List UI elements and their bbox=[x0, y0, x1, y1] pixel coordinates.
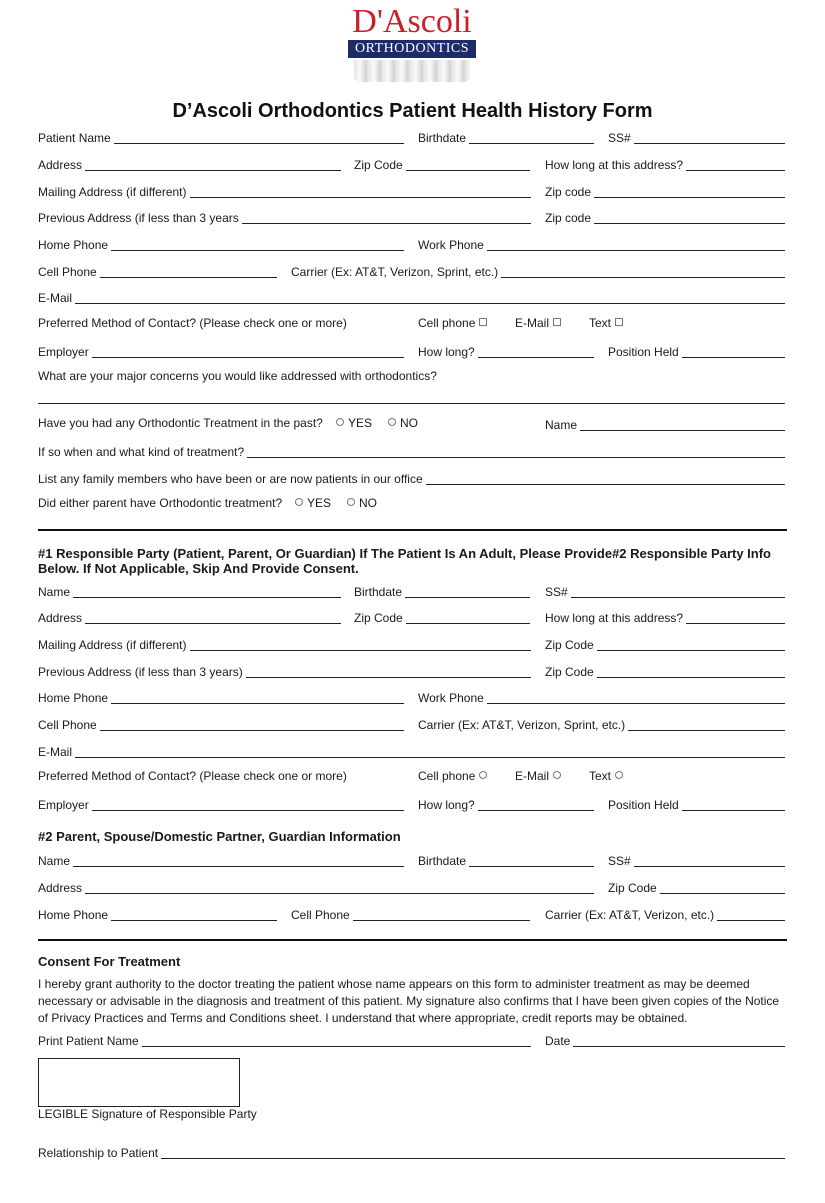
patient-name-field[interactable]: Patient Name bbox=[38, 129, 404, 145]
rp1-zip-field[interactable]: Zip Code bbox=[354, 609, 530, 625]
rp2-zip-field[interactable]: Zip Code bbox=[608, 879, 785, 895]
carrier-field[interactable]: Carrier (Ex: AT&T, Verizon, Sprint, etc.) bbox=[291, 263, 785, 279]
row-family bbox=[38, 470, 785, 488]
zip-field[interactable]: Zip Code bbox=[354, 156, 530, 172]
concerns-answer-line[interactable] bbox=[38, 403, 785, 404]
rp1-address-field[interactable]: Address bbox=[38, 609, 341, 625]
mailing-zip-field[interactable]: Zip code bbox=[545, 183, 785, 199]
rp1-previous-zip-field[interactable]: Zip Code bbox=[545, 663, 785, 679]
cell-phone-field[interactable]: Cell Phone bbox=[38, 263, 277, 279]
rp1-cell-radio[interactable] bbox=[479, 771, 487, 779]
rp1-row-name bbox=[38, 583, 785, 601]
rp1-row-contact bbox=[38, 769, 785, 787]
rp2-name-field[interactable]: Name bbox=[38, 852, 404, 868]
parent-info-heading: #2 Parent, Spouse/Domestic Partner, Guardian Information bbox=[38, 829, 401, 844]
row-previous bbox=[38, 209, 785, 227]
signature-box[interactable] bbox=[38, 1058, 240, 1107]
rp1-birthdate-field[interactable]: Birthdate bbox=[354, 583, 530, 599]
past-no-radio[interactable] bbox=[388, 418, 396, 426]
parent-treatment-question: Did either parent have Orthodontic treatment? bbox=[38, 496, 283, 510]
section-divider bbox=[38, 529, 787, 531]
practice-logo bbox=[346, 4, 478, 84]
row-parent-treatment bbox=[38, 496, 785, 514]
teeth-graphic bbox=[354, 60, 470, 82]
previous-address-field[interactable]: Previous Address (if less than 3 years bbox=[38, 209, 531, 225]
cell-checkbox[interactable] bbox=[479, 318, 487, 326]
address-field[interactable]: Address bbox=[38, 156, 341, 172]
ssn-field[interactable]: SS# bbox=[608, 129, 785, 145]
rp1-email-field[interactable]: E-Mail bbox=[38, 743, 785, 759]
rp1-row-mailing bbox=[38, 636, 785, 654]
row-past-treatment bbox=[38, 416, 785, 434]
employment-length-field[interactable]: How long? bbox=[418, 343, 594, 359]
rp2-birthdate-field[interactable]: Birthdate bbox=[418, 852, 594, 868]
family-members-field[interactable]: List any family members who have been or are now patients in our office bbox=[38, 470, 785, 486]
rp1-row-address bbox=[38, 609, 785, 627]
rp1-home-phone-field[interactable]: Home Phone bbox=[38, 689, 404, 705]
rp1-row-phones bbox=[38, 689, 785, 707]
treatment-kind-field[interactable]: If so when and what kind of treatment? bbox=[38, 443, 785, 459]
row-cell bbox=[38, 263, 785, 281]
work-phone-field[interactable]: Work Phone bbox=[418, 236, 785, 252]
row-mailing bbox=[38, 183, 785, 201]
consent-row-name bbox=[38, 1032, 785, 1050]
responsible-party-heading: #1 Responsible Party (Patient, Parent, Or Guardian) If The Patient Is An Adult, Please Provide#2 Responsible Party Info Below. If Not Applicable, Skip And Provide Consent. bbox=[38, 546, 772, 576]
home-phone-field[interactable]: Home Phone bbox=[38, 236, 404, 252]
rp1-previous-field[interactable]: Previous Address (if less than 3 years) bbox=[38, 663, 531, 679]
rp2-cell-phone-field[interactable]: Cell Phone bbox=[291, 906, 530, 922]
rp1-text-radio[interactable] bbox=[615, 771, 623, 779]
row-address bbox=[38, 156, 785, 174]
signature-label: LEGIBLE Signature of Responsible Party bbox=[38, 1107, 257, 1121]
rp1-name-field[interactable]: Name bbox=[38, 583, 341, 599]
logo-band: ORTHODONTICS bbox=[348, 40, 476, 58]
print-patient-name-field[interactable]: Print Patient Name bbox=[38, 1032, 531, 1048]
rp2-address-field[interactable]: Address bbox=[38, 879, 594, 895]
birthdate-field[interactable]: Birthdate bbox=[418, 129, 594, 145]
signature-row bbox=[38, 1107, 785, 1125]
rp1-employment-length-field[interactable]: How long? bbox=[418, 796, 594, 812]
email-checkbox[interactable] bbox=[553, 318, 561, 326]
row-concerns bbox=[38, 369, 785, 387]
logo-wordmark: D'Ascoli bbox=[352, 3, 472, 40]
rp1-mailing-field[interactable]: Mailing Address (if different) bbox=[38, 636, 531, 652]
rp1-contact-email-option[interactable]: E-Mail bbox=[515, 769, 565, 783]
relationship-field[interactable]: Relationship to Patient bbox=[38, 1144, 785, 1160]
contact-question: Preferred Method of Contact? (Please check one or more) bbox=[38, 316, 347, 330]
relationship-row bbox=[38, 1144, 785, 1162]
text-checkbox[interactable] bbox=[615, 318, 623, 326]
past-yes-option[interactable]: YES bbox=[332, 416, 372, 430]
past-yes-radio[interactable] bbox=[336, 418, 344, 426]
rp1-email-radio[interactable] bbox=[553, 771, 561, 779]
row-phones bbox=[38, 236, 785, 254]
contact-email-option[interactable]: E-Mail bbox=[515, 316, 561, 330]
past-treatment-name-field[interactable]: Name bbox=[545, 416, 785, 432]
consent-text: I hereby grant authority to the doctor treating the patient whose name appears on this form to administer treatment as may be deemed necessary or advisable in the diagnosis and treatment of this patient. My signature also confirms that I have been given copies of the Notice of Privacy Practices and Terms and Conditions sheet. I understand that where appropriate, credit reports may be obtained. bbox=[38, 977, 780, 1025]
rp1-ssn-field[interactable]: SS# bbox=[545, 583, 785, 599]
previous-zip-field[interactable]: Zip code bbox=[545, 209, 785, 225]
rp1-how-long-field[interactable]: How long at this address? bbox=[545, 609, 785, 625]
parent-no-option[interactable]: NO bbox=[343, 496, 377, 510]
rp1-row-previous bbox=[38, 663, 785, 681]
parent-yes-option[interactable]: YES bbox=[291, 496, 331, 510]
form-title: D’Ascoli Orthodontics Patient Health History Form bbox=[172, 100, 653, 122]
consent-date-field[interactable]: Date bbox=[545, 1032, 785, 1048]
parent-no-radio[interactable] bbox=[347, 498, 355, 506]
rp2-ssn-field[interactable]: SS# bbox=[608, 852, 785, 868]
rp1-contact-text-option[interactable]: Text bbox=[589, 769, 627, 783]
rp2-carrier-field[interactable]: Carrier (Ex: AT&T, Verizon, etc.) bbox=[545, 906, 785, 922]
row-employer bbox=[38, 343, 785, 361]
rp1-row-email bbox=[38, 743, 785, 761]
concerns-question: What are your major concerns you would like addressed with orthodontics? bbox=[38, 369, 437, 383]
consent-heading: Consent For Treatment bbox=[38, 954, 181, 969]
rp2-home-phone-field[interactable]: Home Phone bbox=[38, 906, 277, 922]
past-no-option[interactable]: NO bbox=[384, 416, 418, 430]
rp2-row-address bbox=[38, 879, 785, 897]
row-when bbox=[38, 443, 785, 461]
row-email bbox=[38, 289, 785, 307]
consent-divider bbox=[38, 939, 787, 941]
rp1-contact-cell-option[interactable]: Cell phone bbox=[418, 769, 491, 783]
row-patient-name bbox=[38, 129, 785, 147]
rp1-contact-question: Preferred Method of Contact? (Please check one or more) bbox=[38, 769, 347, 783]
rp1-carrier-field[interactable]: Carrier (Ex: AT&T, Verizon, Sprint, etc.) bbox=[418, 716, 785, 732]
rp1-row-cell bbox=[38, 716, 785, 734]
rp1-work-phone-field[interactable]: Work Phone bbox=[418, 689, 785, 705]
row-contact-method bbox=[38, 316, 785, 334]
email-field[interactable]: E-Mail bbox=[38, 289, 785, 305]
contact-text-option[interactable]: Text bbox=[589, 316, 623, 330]
employer-field[interactable]: Employer bbox=[38, 343, 404, 359]
how-long-address-field[interactable]: How long at this address? bbox=[545, 156, 785, 172]
rp1-row-employer bbox=[38, 796, 785, 814]
rp1-mailing-zip-field[interactable]: Zip Code bbox=[545, 636, 785, 652]
past-treatment-question: Have you had any Orthodontic Treatment in the past? bbox=[38, 416, 323, 430]
mailing-address-field[interactable]: Mailing Address (if different) bbox=[38, 183, 531, 199]
contact-cell-option[interactable]: Cell phone bbox=[418, 316, 487, 330]
rp1-cell-phone-field[interactable]: Cell Phone bbox=[38, 716, 404, 732]
rp1-position-field[interactable]: Position Held bbox=[608, 796, 785, 812]
position-field[interactable]: Position Held bbox=[608, 343, 785, 359]
rp1-employer-field[interactable]: Employer bbox=[38, 796, 404, 812]
rp2-row-phones bbox=[38, 906, 785, 924]
parent-yes-radio[interactable] bbox=[295, 498, 303, 506]
rp2-row-name bbox=[38, 852, 785, 870]
